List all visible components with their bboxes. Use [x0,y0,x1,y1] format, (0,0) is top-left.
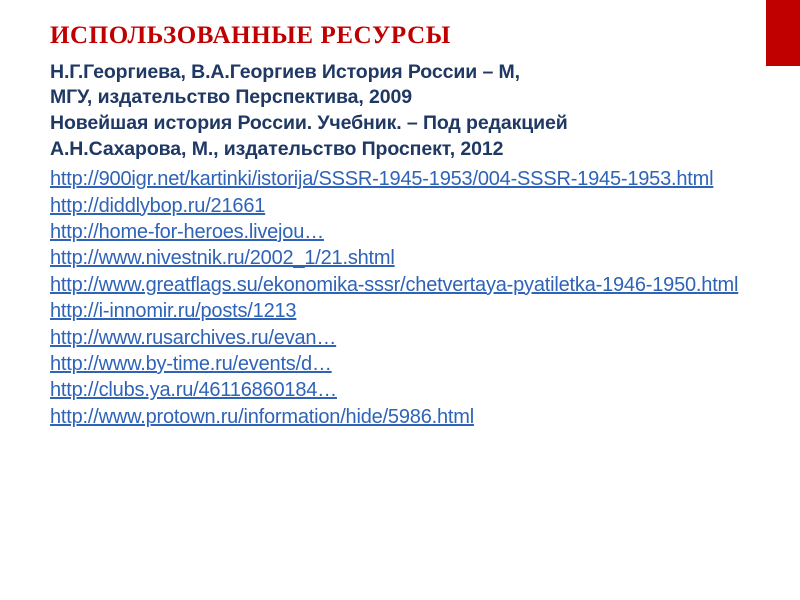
resource-link-list [50,166,756,430]
slide-content [50,22,756,430]
resource-link[interactable]: http://i-innomir.ru/posts/1213 [50,300,297,323]
resource-link[interactable]: http://www.rusarchives.ru/evan… [50,326,337,349]
book-reference-line: МГУ, издательство Перспектива, 2009 [50,86,413,109]
resource-link[interactable]: http://clubs.ya.ru/46116860184… [50,379,337,402]
book-reference-line: Новейшая история России. Учебник. – Под редакцией [50,112,568,135]
page-title: ИСПОЛЬЗОВАННЫЕ РЕСУРСЫ [50,22,451,49]
resource-link[interactable]: http://home-for-heroes.livejou… [50,220,324,243]
resource-link[interactable]: http://diddlybop.ru/21661 [50,194,266,217]
resource-link[interactable]: http://www.greatflags.su/ekonomika-sssr/chetvertaya-pyatiletka-1946-1950.html [50,273,739,296]
resource-link[interactable]: http://www.nivestnik.ru/2002_1/21.shtml [50,247,395,270]
book-reference-line: А.Н.Сахарова, М., издательство Проспект, 2012 [50,138,504,161]
book-reference-line: Н.Г.Георгиева, В.А.Георгиев История России – М, [50,60,520,83]
decorative-accent-bar [766,0,800,66]
resource-link[interactable]: http://www.protown.ru/information/hide/5986.html [50,405,474,428]
book-reference-list [50,60,756,164]
resource-link[interactable]: http://www.by-time.ru/events/d… [50,352,332,375]
resource-link[interactable]: http://900igr.net/kartinki/istorija/SSSR-1945-1953/004-SSSR-1945-1953.html [50,168,714,191]
